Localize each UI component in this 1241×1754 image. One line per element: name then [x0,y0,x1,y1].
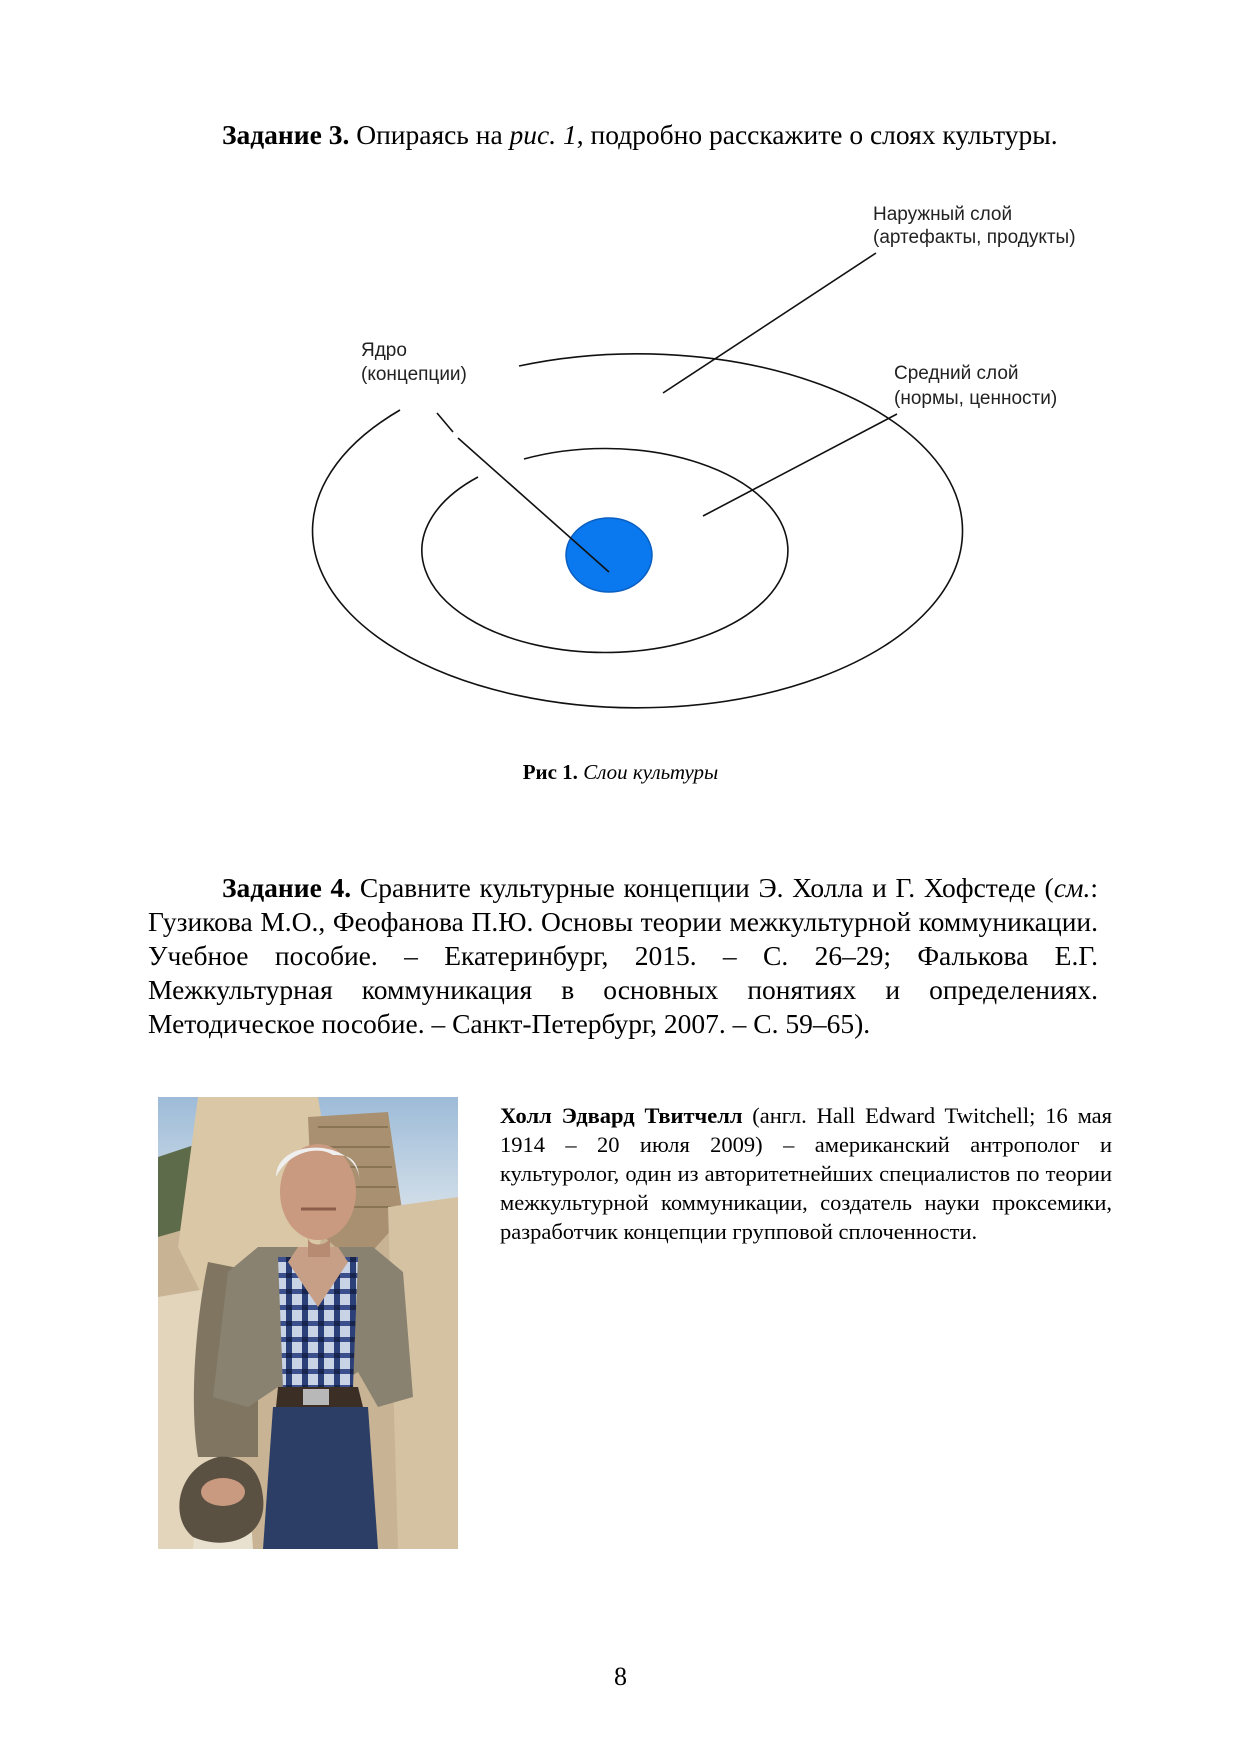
core-pointer-line-a [437,413,453,432]
biography-name: Холл Эдвард Твитчелл [500,1103,743,1128]
core-circle [566,518,652,592]
task-4-see-abbrev: см. [1053,872,1091,903]
task-4-text-1: Сравните культурные концепции Э. Холла и Г. Хофстеде ( [351,872,1054,903]
task-4-text-2: : Гузикова М.О., Феофанова П.Ю. Основы теории межкультурной коммуникации. Учебное пособие. – Екатеринбург, 2015. – С. 26–29; Фалькова Е.Г. Межкультурная коммуникация в основных понятиях и определениях. Методическое пособие. – Санкт-Петербург, 2007. – С. 59–65). [148,872,1098,1039]
middle-layer-label-line2: (нормы, ценности) [894,388,1058,409]
outer-pointer-line [663,253,876,393]
figure-caption [0,760,1241,785]
core-label-line1: Ядро [361,340,407,361]
middle-pointer-line [703,414,897,516]
figure-caption-label: Рис 1. [522,760,578,784]
task-3-paragraph [148,118,1098,152]
biography-body: (англ. Hall Edward Twitchell; 16 мая 1914 – 20 июля 2009) – американский антрополог и культуролог, один из авторитетнейших специалистов по теории межкультурной коммуникации, создатель науки проксемики, разработчик концепции групповой сплоченности. [500,1103,1112,1244]
task-3-text-before: Опираясь на [349,119,510,150]
culture-layers-diagram [0,190,1241,760]
figure-caption-text: Слои культуры [583,760,719,784]
outer-layer-label-line2: (артефакты, продукты) [873,227,1076,248]
core-label-line2: (концепции) [361,364,467,385]
biography-text [500,1101,1112,1246]
task-3-text-after: , подробно расскажите о слоях культуры. [576,119,1058,150]
outer-layer-label-line1: Наружный слой [873,204,1013,225]
core-pointer-line-b [458,438,609,572]
page-number: 8 [614,1662,627,1691]
task-4-label: Задание 4. [222,872,352,903]
task-4-paragraph [148,871,1098,1041]
task-3-figure-reference: рис. 1 [509,119,577,150]
task-3-label: Задание 3. [222,119,350,150]
portrait-photo [158,1097,458,1549]
middle-layer-label-line1: Средний слой [894,363,1019,384]
